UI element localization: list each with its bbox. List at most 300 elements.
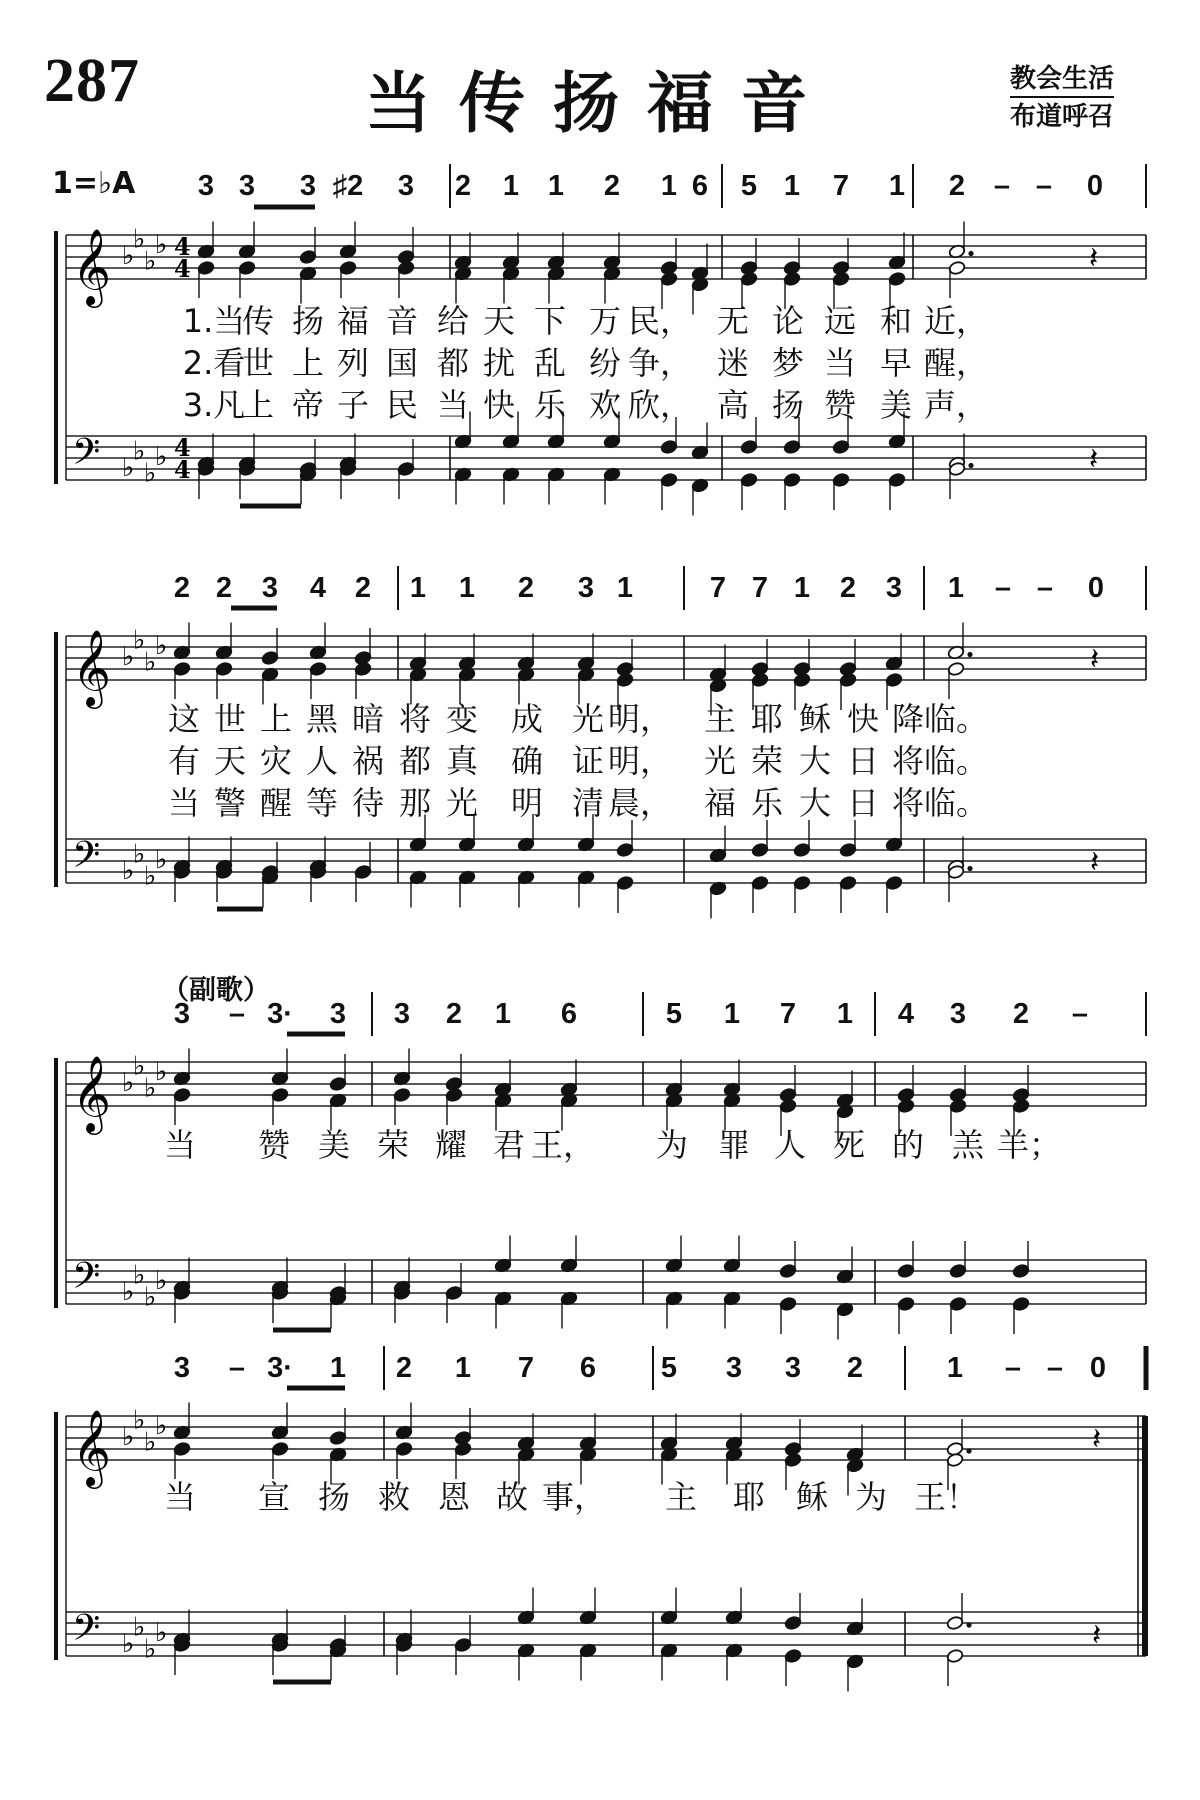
lyric-syllable: 恩 [437, 1478, 471, 1516]
flat-icon: ♭ [144, 1427, 157, 1458]
lyric-syllable: 争， [627, 344, 693, 382]
jianpu-note: 6 [691, 170, 709, 202]
lyric-syllable: 羔 [951, 1126, 985, 1164]
note-head [271, 1441, 289, 1456]
note-head [173, 1087, 191, 1102]
note-head [660, 271, 678, 286]
lyric-syllable: 日 [846, 784, 880, 822]
jianpu-note: 3 [329, 998, 347, 1030]
jianpu-note: 4 [897, 998, 915, 1030]
jianpu-note: 3 [397, 170, 415, 202]
lyric-syllable: 警 [213, 784, 247, 822]
note-head [783, 271, 801, 286]
lyric-syllable: 稣 [798, 700, 832, 738]
note-head [779, 1098, 797, 1113]
flat-icon: ♭ [144, 861, 157, 892]
jianpu-note: 1 [836, 998, 854, 1030]
lyric-syllable: 荣 [376, 1126, 410, 1164]
note-head [616, 875, 634, 890]
lyric-syllable: 传 [241, 302, 275, 340]
lyric-syllable: 有 [167, 742, 201, 780]
flat-icon: ♭ [133, 1612, 146, 1643]
flat-icon: ♭ [133, 436, 146, 467]
lyric-syllable: 声， [923, 386, 989, 424]
lyric-syllable: 上 [241, 386, 275, 424]
lyric-syllable: 天 [213, 742, 247, 780]
jianpu-note: 3· [267, 998, 293, 1030]
lyric-syllable: 福 [336, 302, 370, 340]
lyric-syllable: 美 [879, 386, 913, 424]
jianpu-note: 5 [660, 1352, 678, 1384]
lyric-syllable: 耶 [750, 700, 784, 738]
lyric-syllable: 帝 [291, 386, 325, 424]
jianpu-note: – [1036, 572, 1054, 604]
jianpu-note: 7 [832, 170, 850, 202]
bass-clef-icon: 𝄢 [72, 431, 101, 482]
lyric-syllable: 民， [627, 302, 693, 340]
lyric-syllable: 音 [385, 302, 419, 340]
lyric-syllable: 乱 [533, 344, 567, 382]
jianpu-note: 7 [709, 572, 727, 604]
note-head [393, 1087, 411, 1102]
note-head [946, 1615, 964, 1630]
lyric-syllable: 成 [510, 700, 544, 738]
jianpu-note: 1 [547, 170, 565, 202]
lyric-syllable: 临。 [923, 784, 989, 822]
hymn-subcategory: 布道呼召 [1010, 102, 1115, 132]
jianpu-note: 3 [577, 572, 595, 604]
lyric-syllable: 稣 [795, 1478, 829, 1516]
lyric-syllable: 王！ [913, 1478, 979, 1516]
lyric-syllable: 子 [336, 386, 370, 424]
lyric-syllable: 高 [716, 386, 750, 424]
lyric-syllable: 主 [703, 700, 737, 738]
lyric-syllable: 当 [167, 784, 201, 822]
note-head [948, 260, 966, 275]
lyric-syllable: 明 [510, 784, 544, 822]
flat-icon: ♭ [155, 1266, 168, 1296]
lyric-syllable: 论 [771, 302, 805, 340]
lyric-syllable: 那 [398, 784, 432, 822]
flat-icon: ♭ [122, 856, 135, 886]
jianpu-note: 1 [660, 170, 678, 202]
note-head [740, 439, 758, 454]
flat-icon: ♭ [133, 625, 146, 656]
lyric-syllable: 乐 [533, 386, 567, 424]
flat-icon: ♭ [144, 1634, 157, 1665]
jianpu-note: 1 [409, 572, 427, 604]
note-head [309, 661, 327, 676]
note-head [1012, 1263, 1030, 1278]
jianpu-note: 3 [949, 998, 967, 1030]
lyric-syllable: 世 [213, 700, 247, 738]
jianpu-note: – [1071, 998, 1089, 1030]
jianpu-note: 1 [494, 998, 512, 1030]
jianpu-note: 7 [779, 998, 797, 1030]
treble-clef-icon: 𝄞 [72, 1409, 112, 1486]
note-head [445, 1087, 463, 1102]
note-head [888, 472, 906, 487]
lyric-syllable: 光 [571, 700, 605, 738]
lyric-syllable: 晨， [607, 784, 673, 822]
lyric-syllable: 变 [445, 700, 479, 738]
lyric-syllable: 3.凡 [182, 386, 246, 424]
flat-icon: ♭ [144, 647, 157, 678]
lyric-syllable: 下 [533, 302, 567, 340]
quarter-rest-icon: 𝄽 [1092, 1422, 1102, 1457]
note-head [271, 1087, 289, 1102]
lyric-syllable: 远 [823, 302, 857, 340]
jianpu-note: 2 [354, 572, 372, 604]
jianpu-note: 5 [665, 998, 683, 1030]
lyric-syllable: 人 [773, 1126, 807, 1164]
note-head [616, 842, 634, 857]
lyric-syllable: 将 [891, 742, 925, 780]
jianpu-note: 5 [740, 170, 758, 202]
note-head [779, 1296, 797, 1311]
note-head [793, 842, 811, 857]
lyric-syllable: 人 [305, 742, 339, 780]
note-head [946, 1452, 964, 1467]
lyric-syllable: 福 [703, 784, 737, 822]
key-signature-label: 1=♭A [52, 166, 136, 201]
lyric-syllable: 欣， [627, 386, 693, 424]
flat-icon: ♭ [133, 224, 146, 255]
note-head [454, 1441, 472, 1456]
lyric-syllable: 救 [377, 1478, 411, 1516]
note-head [354, 864, 372, 879]
time-signature-denominator: 4 [174, 254, 191, 283]
note-head [299, 249, 317, 264]
note-head [660, 472, 678, 487]
note-head [897, 1263, 915, 1278]
quarter-rest-icon: 𝄽 [1090, 642, 1100, 677]
lyric-syllable: 大 [798, 742, 832, 780]
note-head [339, 260, 357, 275]
bass-clef-icon: 𝄢 [72, 1255, 101, 1306]
lyric-syllable: 扬 [317, 1478, 351, 1516]
lyric-syllable: 事， [541, 1478, 607, 1516]
jianpu-note: 4 [309, 572, 327, 604]
note-head [173, 1441, 191, 1456]
jianpu-note: 1 [888, 170, 906, 202]
jianpu-note: 2 [215, 572, 233, 604]
note-head [949, 1296, 967, 1311]
flat-icon: ♭ [155, 1618, 168, 1648]
flat-icon: ♭ [155, 845, 168, 875]
note-head [946, 1648, 964, 1663]
lyric-syllable: 暗 [351, 700, 385, 738]
lyric-syllable: 日 [846, 742, 880, 780]
lyric-syllable: 待 [351, 784, 385, 822]
note-head [897, 1098, 915, 1113]
quarter-rest-icon: 𝄽 [1089, 241, 1099, 276]
flat-icon: ♭ [144, 1282, 157, 1313]
jianpu-note: – [228, 998, 246, 1030]
jianpu-note: 3 [299, 170, 317, 202]
lyric-syllable: 国 [385, 344, 419, 382]
lyric-syllable: 君 [492, 1126, 526, 1164]
lyric-syllable: 美 [317, 1126, 351, 1164]
jianpu-note: 1 [783, 170, 801, 202]
lyric-syllable: 纷 [588, 344, 622, 382]
quarter-rest-icon: 𝄽 [1092, 1618, 1102, 1653]
lyric-syllable: 耀 [434, 1126, 468, 1164]
lyric-syllable: 罪 [717, 1126, 751, 1164]
lyric-syllable: 上 [291, 344, 325, 382]
note-head [949, 1263, 967, 1278]
note-head [238, 260, 256, 275]
lyric-syllable: 真 [445, 742, 479, 780]
lyric-syllable: 扬 [291, 302, 325, 340]
flat-icon: ♭ [122, 1422, 135, 1452]
flat-icon: ♭ [155, 442, 168, 472]
note-head [660, 439, 678, 454]
jianpu-note: 6 [579, 1352, 597, 1384]
lyric-syllable: 无 [716, 302, 750, 340]
jianpu-note: 0 [1087, 572, 1105, 604]
lyric-syllable: 灾 [259, 742, 293, 780]
jianpu-note: – [1004, 1352, 1022, 1384]
lyric-syllable: 梦 [771, 344, 805, 382]
jianpu-note: 0 [1086, 170, 1104, 202]
lyric-syllable: 都 [436, 344, 470, 382]
lyric-syllable: 和 [879, 302, 913, 340]
jianpu-note: 2 [395, 1352, 413, 1384]
lyric-syllable: 万 [588, 302, 622, 340]
note-head [397, 260, 415, 275]
jianpu-note: 2 [948, 170, 966, 202]
lyric-syllable: 为 [655, 1126, 689, 1164]
augmentation-dot [966, 1448, 971, 1453]
quarter-rest-icon: 𝄽 [1089, 442, 1099, 477]
flat-icon: ♭ [122, 1068, 135, 1098]
lyric-syllable: 明， [607, 700, 673, 738]
note-head [354, 661, 372, 676]
lyric-syllable: 扬 [771, 386, 805, 424]
lyric-syllable: 醒， [923, 344, 989, 382]
jianpu-note: 1 [793, 572, 811, 604]
bass-clef-icon: 𝄢 [72, 834, 101, 885]
note-head [197, 260, 215, 275]
time-signature-numerator: 4 [174, 232, 191, 261]
lyric-syllable: 降 [891, 700, 925, 738]
lyric-syllable: 确 [510, 742, 544, 780]
flat-icon: ♭ [122, 241, 135, 271]
flat-icon: ♭ [133, 1051, 146, 1082]
flat-icon: ♭ [155, 1411, 168, 1441]
lyric-syllable: 世 [241, 344, 275, 382]
lyric-syllable: 早 [879, 344, 913, 382]
jianpu-note: 3 [173, 998, 191, 1030]
augmentation-dot [966, 1622, 971, 1627]
lyric-syllable: 耶 [732, 1478, 766, 1516]
jianpu-note: 3· [267, 1352, 293, 1384]
flat-icon: ♭ [144, 458, 157, 489]
quarter-rest-icon: 𝄽 [1090, 845, 1100, 880]
jianpu-note: 2 [839, 572, 857, 604]
hymn-title: 当传扬福音 [365, 65, 835, 142]
lyric-syllable: 当 [823, 344, 857, 382]
jianpu-note: 2 [1012, 998, 1030, 1030]
lyric-syllable: 上 [259, 700, 293, 738]
note-head [1012, 1296, 1030, 1311]
note-head [783, 472, 801, 487]
augmentation-dot [968, 251, 973, 256]
jianpu-note: 2 [454, 170, 472, 202]
note-head [832, 271, 850, 286]
lyric-syllable: 扰 [482, 344, 516, 382]
jianpu-note: 2 [173, 572, 191, 604]
note-head [329, 1430, 347, 1445]
flat-icon: ♭ [133, 1260, 146, 1291]
jianpu-note: 3 [173, 1352, 191, 1384]
lyric-syllable: 1.当 [182, 302, 246, 340]
note-head [839, 875, 857, 890]
note-head [832, 472, 850, 487]
jianpu-note: 0 [1089, 1352, 1107, 1384]
lyric-syllable: 羊； [996, 1126, 1062, 1164]
note-head [784, 1648, 802, 1663]
note-head [793, 672, 811, 687]
jianpu-note: – [1035, 170, 1053, 202]
treble-clef-icon: 𝄞 [72, 629, 112, 706]
jianpu-note: ♯2 [332, 170, 364, 202]
flat-icon: ♭ [122, 1277, 135, 1307]
lyric-syllable: 的 [891, 1126, 925, 1164]
flat-icon: ♭ [155, 631, 168, 661]
lyric-syllable: 赞 [257, 1126, 291, 1164]
jianpu-note: 3 [393, 998, 411, 1030]
note-head [395, 1441, 413, 1456]
note-head [885, 672, 903, 687]
lyric-syllable: 将 [398, 700, 432, 738]
jianpu-note: 2 [445, 998, 463, 1030]
lyric-syllable: 民 [385, 386, 419, 424]
lyric-syllable: 乐 [750, 784, 784, 822]
flat-icon: ♭ [155, 230, 168, 260]
flat-icon: ♭ [144, 246, 157, 277]
jianpu-note: 7 [517, 1352, 535, 1384]
jianpu-note: 2 [603, 170, 621, 202]
jianpu-note: – [228, 1352, 246, 1384]
note-head [947, 661, 965, 676]
jianpu-note: 2 [846, 1352, 864, 1384]
lyric-syllable: 大 [798, 784, 832, 822]
note-head [751, 672, 769, 687]
lyric-syllable: 故 [495, 1478, 529, 1516]
lyric-syllable: 清 [571, 784, 605, 822]
lyric-syllable: 天 [482, 302, 516, 340]
lyric-syllable: 临。 [923, 700, 989, 738]
jianpu-note: 6 [560, 998, 578, 1030]
treble-clef-icon: 𝄞 [72, 228, 112, 305]
note-head [949, 1098, 967, 1113]
lyric-syllable: 黑 [305, 700, 339, 738]
lyric-syllable: 王， [530, 1126, 596, 1164]
note-head [740, 472, 758, 487]
lyric-syllable: 列 [336, 344, 370, 382]
lyric-syllable: 迷 [716, 344, 750, 382]
note-head [751, 842, 769, 857]
lyric-syllable: 醒 [259, 784, 293, 822]
jianpu-note: 3 [197, 170, 215, 202]
lyric-syllable: 光 [445, 784, 479, 822]
lyric-syllable: 当 [163, 1126, 197, 1164]
lyric-syllable: 荣 [750, 742, 784, 780]
jianpu-note: 1 [723, 998, 741, 1030]
flat-icon: ♭ [122, 642, 135, 672]
note-head [616, 672, 634, 687]
note-head [1012, 1098, 1030, 1113]
jianpu-note: 3 [725, 1352, 743, 1384]
lyric-syllable: 赞 [823, 386, 857, 424]
jianpu-note: – [993, 170, 1011, 202]
lyric-syllable: 快 [482, 386, 516, 424]
note-head [897, 1296, 915, 1311]
flat-icon: ♭ [133, 1405, 146, 1436]
jianpu-note: 1 [947, 572, 965, 604]
note-head [740, 271, 758, 286]
lyric-syllable: 都 [398, 742, 432, 780]
lyric-syllable: 欢 [588, 386, 622, 424]
jianpu-note: 3 [885, 572, 903, 604]
lyric-syllable: 明， [607, 742, 673, 780]
note-head [784, 1615, 802, 1630]
lyric-syllable: 等 [305, 784, 339, 822]
note-head [173, 661, 191, 676]
augmentation-dot [967, 866, 972, 871]
augmentation-dot [968, 463, 973, 468]
note-head [261, 650, 279, 665]
flat-icon: ♭ [133, 839, 146, 870]
jianpu-note: 3 [261, 572, 279, 604]
note-head [839, 672, 857, 687]
lyric-syllable: 将 [891, 784, 925, 822]
note-head [888, 271, 906, 286]
augmentation-dot [967, 652, 972, 657]
jianpu-note: 1 [329, 1352, 347, 1384]
note-head [832, 439, 850, 454]
time-signature-numerator: 4 [174, 433, 191, 462]
lyric-syllable: 祸 [351, 742, 385, 780]
jianpu-note: 3 [238, 170, 256, 202]
chorus-label: （副歌） [162, 975, 270, 1006]
flat-icon: ♭ [122, 453, 135, 483]
lyric-syllable: 死 [832, 1126, 866, 1164]
note-head [839, 842, 857, 857]
bass-clef-icon: 𝄢 [72, 1607, 101, 1658]
note-head [779, 1263, 797, 1278]
lyric-syllable: 临。 [923, 742, 989, 780]
jianpu-note: 1 [502, 170, 520, 202]
note-head [783, 439, 801, 454]
lyric-syllable: 证 [571, 742, 605, 780]
note-head [397, 461, 415, 476]
note-head [885, 875, 903, 890]
note-head [329, 1076, 347, 1091]
jianpu-note: 1 [454, 1352, 472, 1384]
treble-clef-icon: 𝄞 [72, 1055, 112, 1132]
lyric-syllable: 近， [923, 302, 989, 340]
lyric-syllable: 宣 [257, 1478, 291, 1516]
note-head [751, 875, 769, 890]
lyric-syllable: 为 [854, 1478, 888, 1516]
lyric-syllable: 当 [436, 386, 470, 424]
jianpu-note: 1 [946, 1352, 964, 1384]
lyric-syllable: 这 [167, 700, 201, 738]
jianpu-note: 3 [784, 1352, 802, 1384]
